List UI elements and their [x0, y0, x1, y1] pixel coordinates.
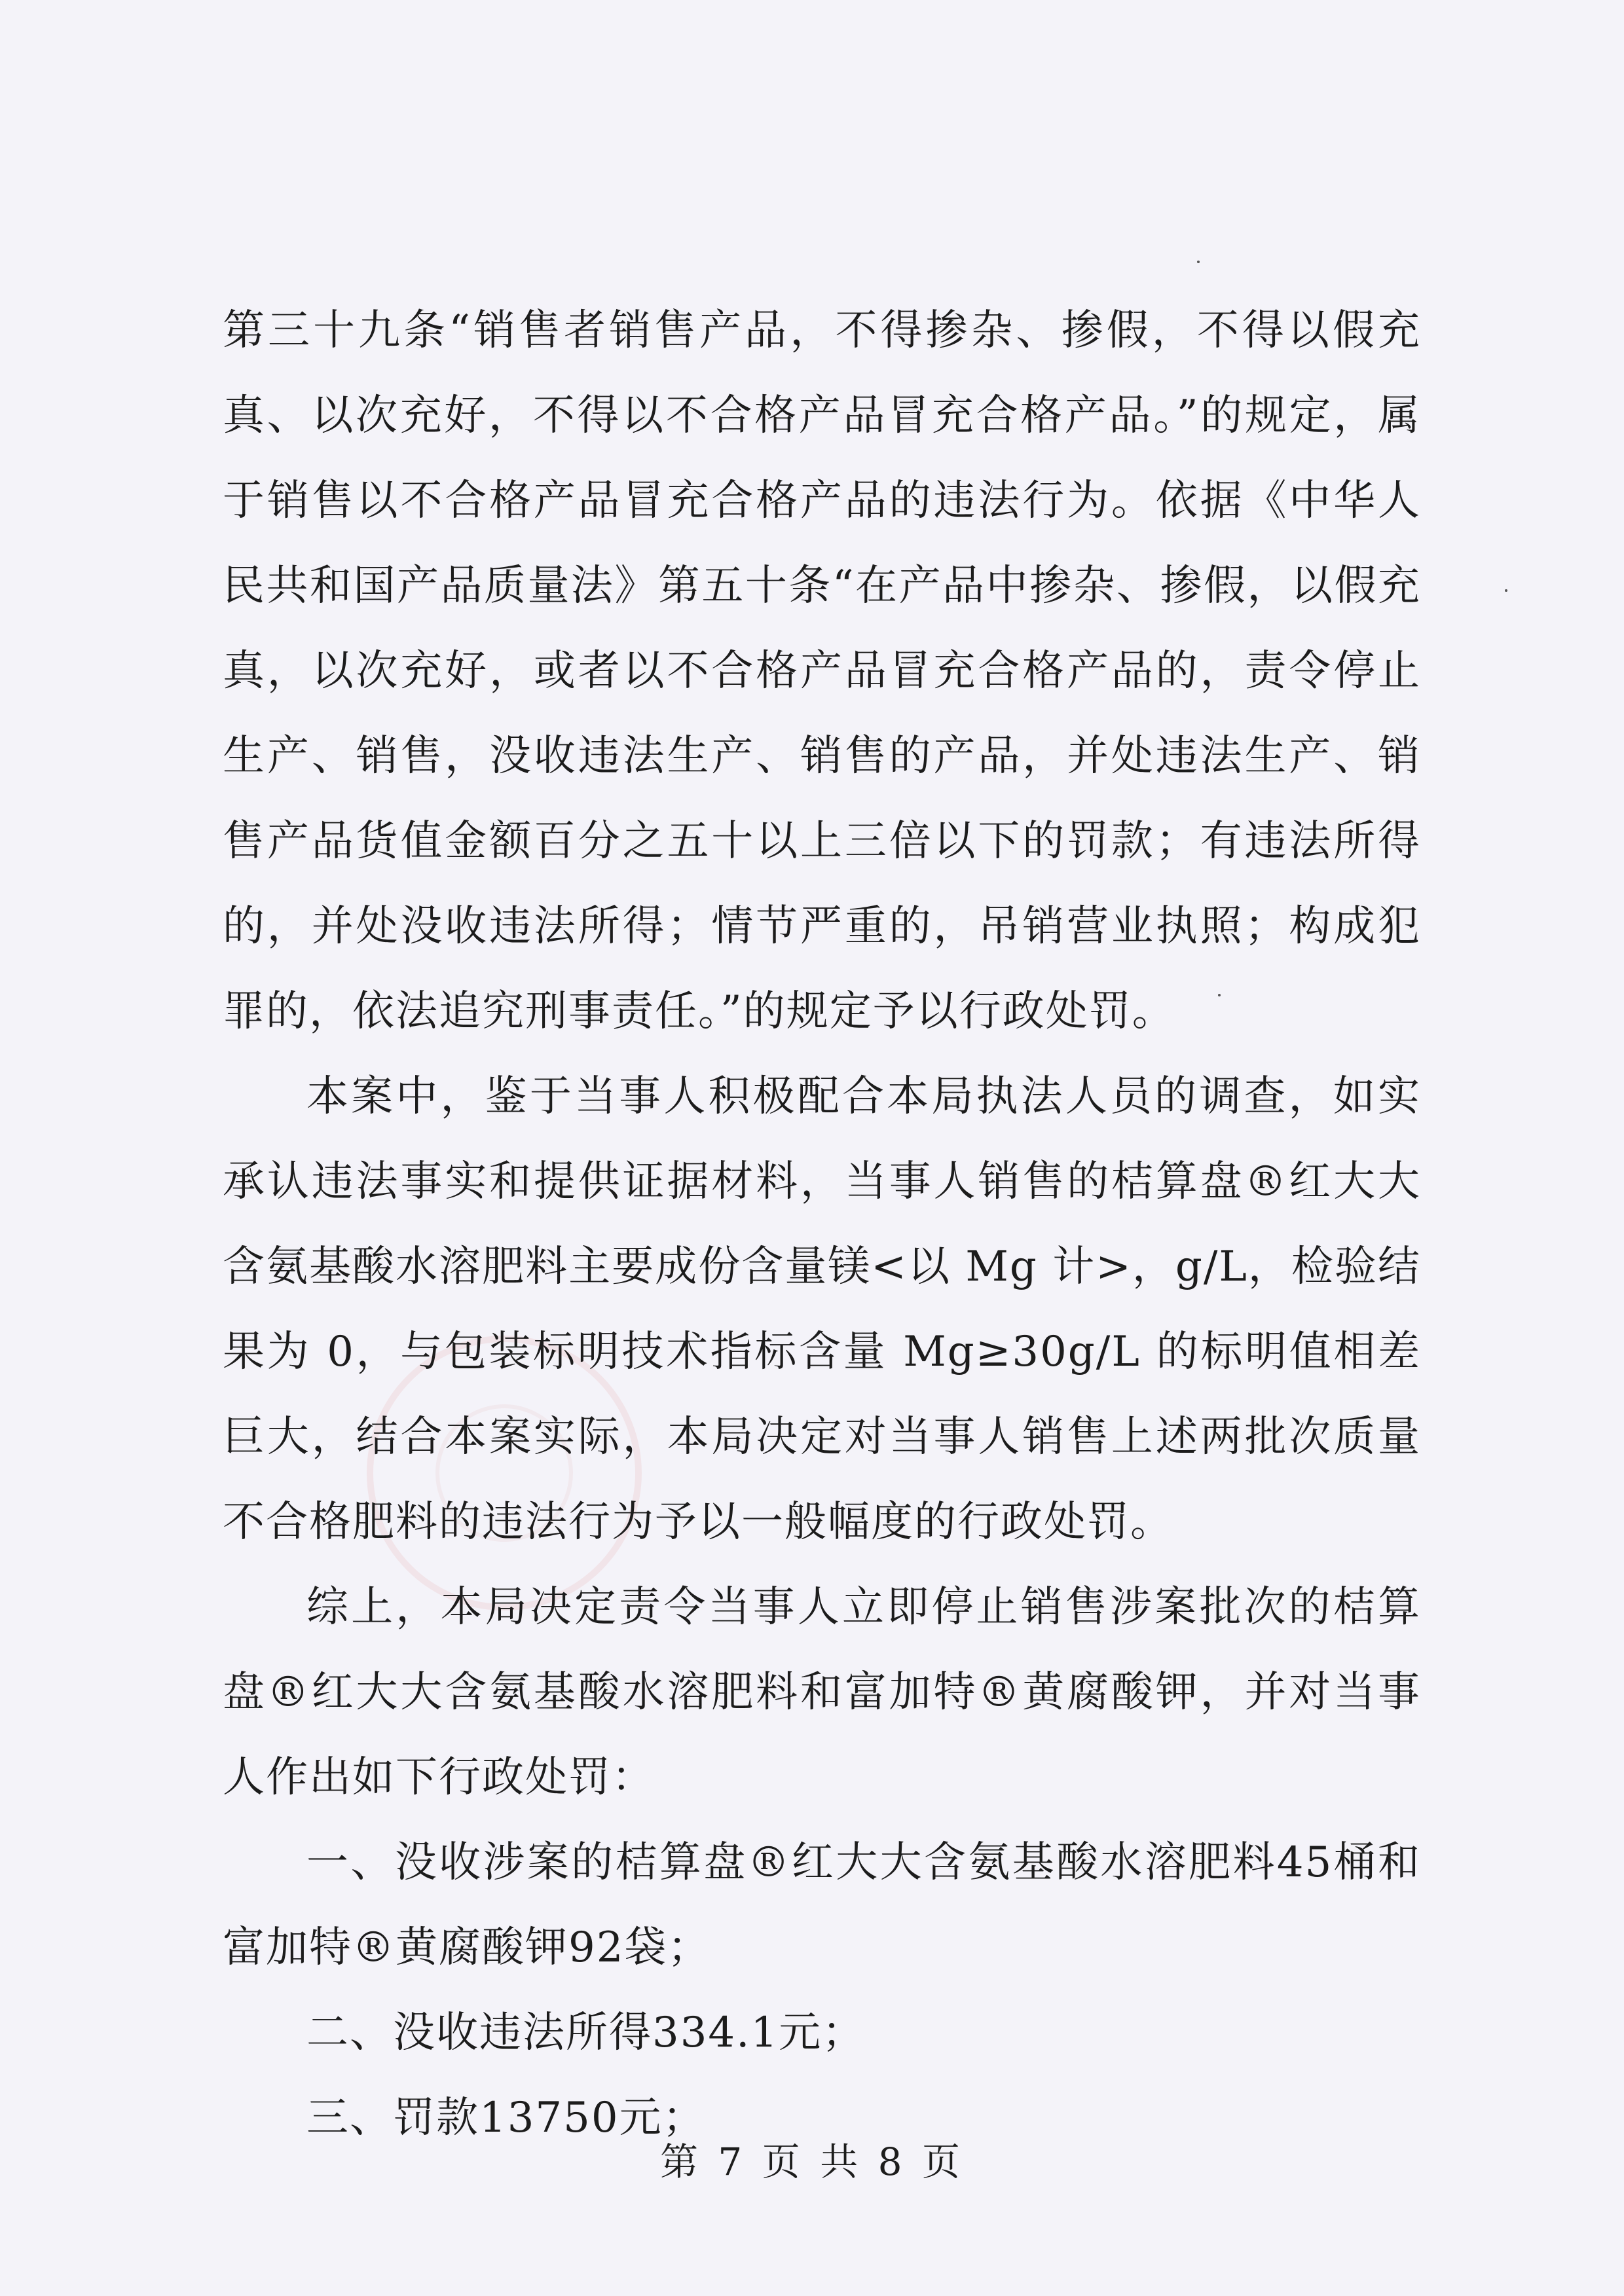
- scan-speck: [1505, 589, 1507, 592]
- paragraph-case-circumstances: 本案中，鉴于当事人积极配合本局执法人员的调查，如实承认违法事实和提供证据材料，当事人销售的桔算盘®红大大含氨基酸水溶肥料主要成份含量镁<以 Mg 计>，g/L，检验结果为 0，与包装标明技术指标含量 Mg≥30g/L 的标明值相差巨大，结合本案实际，本局决定对当事人销售上述两批次质量不合格肥料的违法行为予以一般幅度的行政处罚。: [223, 1072, 1421, 1546]
- paragraph-decision-summary: 综上，本局决定责令当事人立即停止销售涉案批次的桔算盘®红大大含氨基酸水溶肥料和富加特®黄腐酸钾，并对当事人作出如下行政处罚：: [223, 1583, 1421, 1802]
- paragraph-legal-basis: 第三十九条“销售者销售产品，不得掺杂、掺假，不得以假充真、以次充好，不得以不合格产品冒充合格产品。”的规定，属于销售以不合格产品冒充合格产品的违法行为。依据《中华人民共和国产品质量法》第五十条“在产品中掺杂、掺假，以假充真，以次充好，或者以不合格产品冒充合格产品的，责令停止生产、销售，没收违法生产、销售的产品，并处违法生产、销售产品货值金额百分之五十以上三倍以下的罚款；有违法所得的，并处没收违法所得；情节严重的，吊销营业执照；构成犯罪的，依法追究刑事责任。”的规定予以行政处罚。: [223, 306, 1421, 1036]
- penalty-item-confiscate-income: 二、没收违法所得334.1元；: [306, 2009, 866, 2057]
- document-body: [223, 288, 1421, 2160]
- page-number: 第 7 页 共 8 页: [660, 2140, 964, 2184]
- penalty-item-confiscate-goods: 一、没收涉案的桔算盘®红大大含氨基酸水溶肥料45桶和富加特®黄腐酸钾92袋；: [223, 1838, 1421, 1972]
- scan-speck: [1197, 261, 1200, 263]
- penalty-item-fine: 三、罚款13750元；: [306, 2094, 706, 2142]
